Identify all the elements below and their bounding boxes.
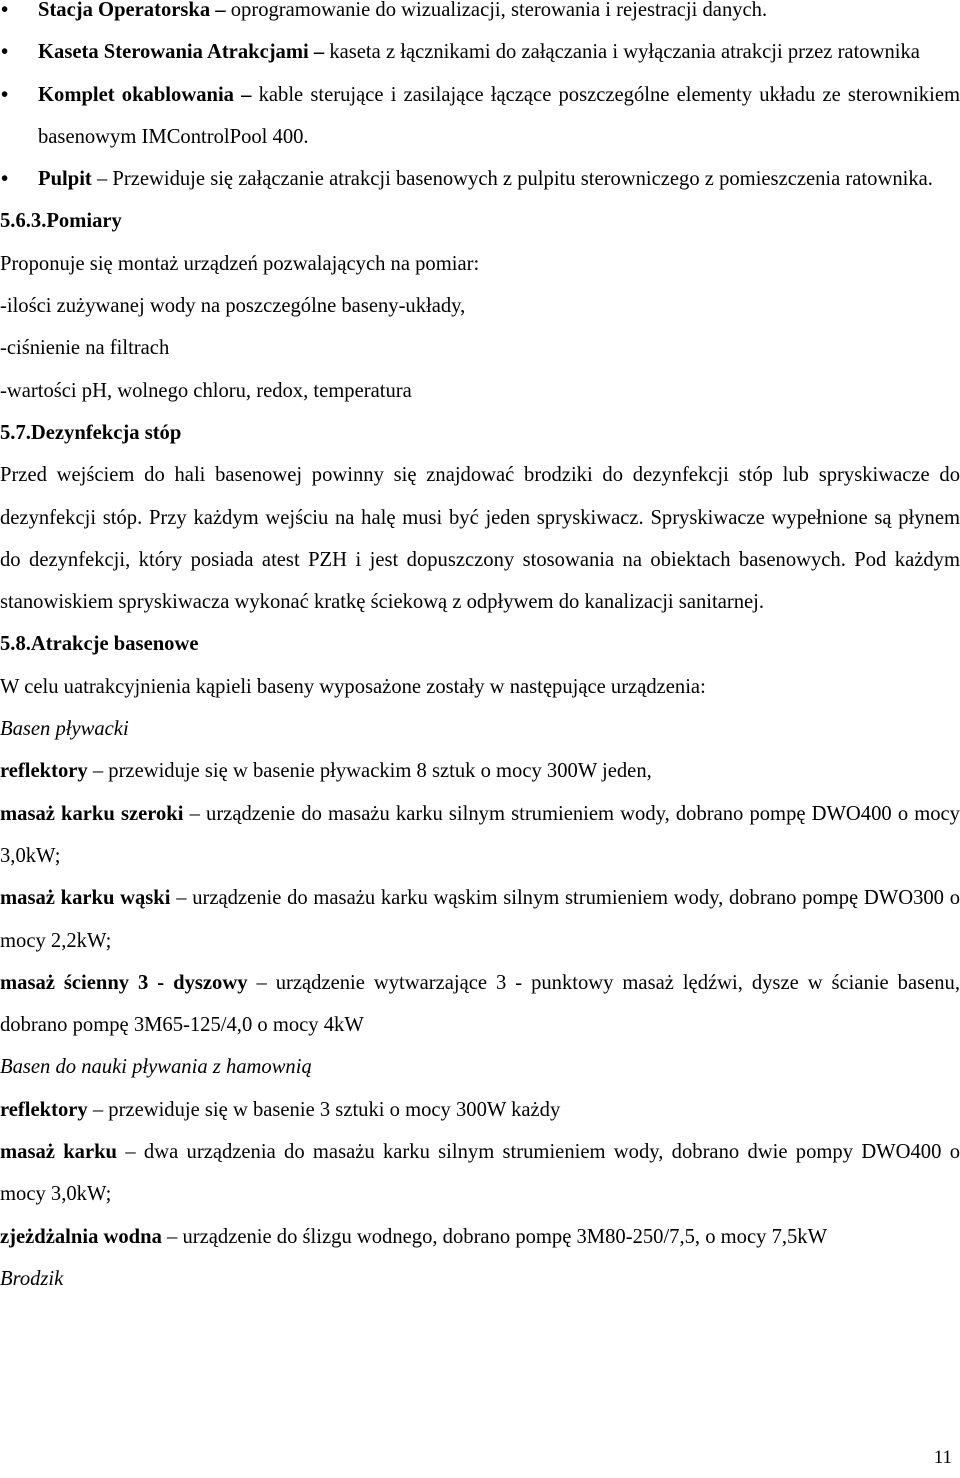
attraction-item: masaż karku szeroki – urządzenie do masażu karku silnym strumieniem wody, dobrano pompę DWO400 o mocy 3,0kW; (0, 802, 960, 867)
bullet-pulpit (0, 158, 960, 200)
pool-heading-nauka: Basen do nauki pływania z hamownią (0, 1056, 312, 1079)
bullet-icon: • (1, 168, 9, 191)
atrakcje-intro: W celu uatrakcyjnienia kąpieli baseny wyposażone zostały w następujące urządzenia: (0, 675, 706, 698)
bullet-text: kaseta z łącznikami do załączania i wyłączania atrakcji przez ratownika (324, 41, 920, 64)
section-heading-dezynfekcja: 5.7.Dezynfekcja stóp (0, 421, 182, 444)
bullet-term: Kaseta Sterowania Atrakcjami – (38, 41, 325, 64)
bullet-stacja (0, 0, 960, 31)
attraction-item: masaż karku – dwa urządzenia do masażu karku silnym strumieniem wody, dobrano dwie pompy DWO400 o mocy 3,0kW; (0, 1141, 960, 1206)
section-heading-pomiary: 5.6.3.Pomiary (0, 210, 122, 233)
bullet-kaseta (0, 31, 960, 73)
pool-heading-plywacki: Basen pływacki (0, 718, 129, 741)
attraction-item: reflektory – przewiduje się w basenie 3 sztuki o mocy 300W każdy (0, 1098, 561, 1121)
bullet-icon: • (1, 0, 9, 21)
bullet-text: – Przewiduje się załączanie atrakcji basenowych z pulpitu sterowniczego z pomieszczenia ratownika. (96, 168, 933, 191)
bullet-text: kable sterujące i zasilające łączące poszczególne elementy układu ze sterownikiem basenowym IMControlPool 400. (38, 83, 960, 148)
attraction-item: masaż ścienny 3 - dyszowy – urządzenie wytwarzające 3 - punktowy masaż lędźwi, dysze w ścianie basenu, dobrano pompę 3M65-125/4,0 o mocy 4kW (0, 971, 960, 1037)
bullet-icon: • (1, 83, 9, 106)
pomiary-item: -ciśnienie na filtrach (0, 337, 170, 360)
pomiary-item: -ilości zużywanej wody na poszczególne baseny-układy, (0, 295, 466, 318)
pomiary-intro: Proponuje się montaż urządzeń pozwalających na pomiar: (0, 252, 480, 275)
bullet-okablowanie (0, 74, 960, 159)
bullet-text: oprogramowanie do wizualizacji, sterowania i rejestracji danych. (225, 0, 768, 21)
attraction-item: zjeżdżalnia wodna – urządzenie do ślizgu wodnego, dobrano pompę 3M80-250/7,5, o mocy 7,5kW (0, 1225, 828, 1248)
page-number: 11 (933, 1447, 952, 1468)
bullet-term: Komplet okablowania – (38, 83, 252, 106)
bullet-term: Stacja Operatorska – (38, 0, 226, 21)
attraction-item: reflektory – przewiduje się w basenie pływackim 8 sztuk o mocy 300W jeden, (0, 760, 652, 783)
pool-heading-brodzik: Brodzik (0, 1267, 64, 1290)
dezynfekcja-body: Przed wejściem do hali basenowej powinny się znajdować brodziki do dezynfekcji stóp lub spryskiwacze do dezynfekcji stóp. Przy każdym wejściu na halę musi być jeden spryskiwacz. Spryskiwacze wypełnione są płynem do dezynfekcji, który posiada atest PZH i jest dopuszczony stosowania na obiektach basenowych. Pod każdym stanowiskiem spryskiwacza wykonać kratkę ściekową z odpływem do kanalizacji sanitarnej. (0, 464, 960, 614)
section-heading-atrakcje: 5.8.Atrakcje basenowe (0, 633, 199, 656)
attraction-item: masaż karku wąski – urządzenie do masażu karku wąskim silnym strumieniem wody, dobrano pompę DWO300 o mocy 2,2kW; (0, 887, 960, 952)
pomiary-item: -wartości pH, wolnego chloru, redox, temperatura (0, 379, 412, 402)
bullet-term: Pulpit (38, 168, 92, 191)
bullet-icon: • (1, 41, 9, 64)
